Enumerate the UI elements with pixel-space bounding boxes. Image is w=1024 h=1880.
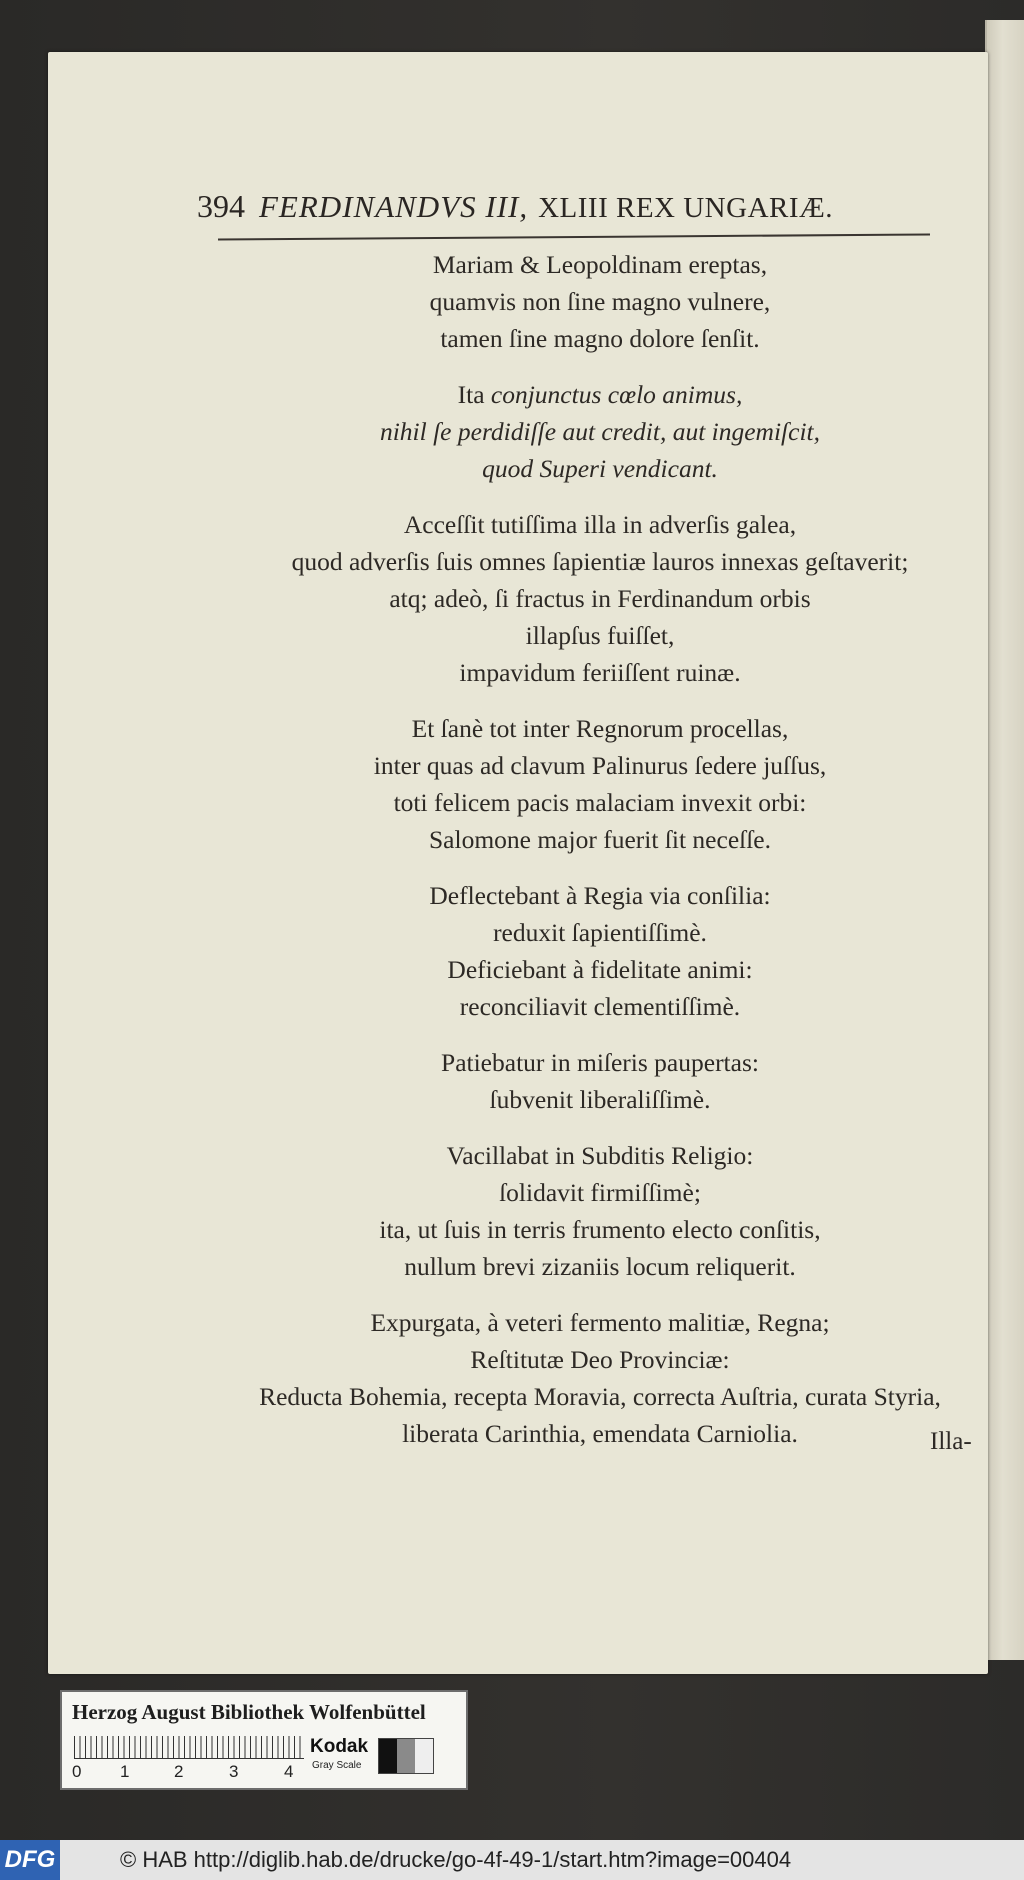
text-line — [180, 784, 1020, 821]
running-title: FERDINANDVS III, — [259, 189, 529, 224]
catchword: Illa- — [930, 1428, 972, 1455]
stanza — [180, 1044, 1020, 1118]
gray-scale-label: Gray Scale — [312, 1760, 362, 1771]
text-line — [180, 1081, 1020, 1118]
line-text: illapſus fuiſſet, — [525, 621, 675, 650]
line-text: nullum brevi zizaniis locum reliquerit. — [404, 1252, 796, 1281]
text-line — [180, 1248, 1020, 1285]
text-line — [180, 1304, 1020, 1341]
gray-patch — [397, 1739, 415, 1773]
text-line — [180, 413, 1020, 450]
line-text: nihil ſe perdidiſſe aut credit, aut ingemiſcit, — [379, 417, 821, 446]
text-line — [180, 1378, 1020, 1415]
line-text: Patiebatur in miſeris paupertas: — [441, 1048, 759, 1077]
kodak-label: Kodak — [310, 1736, 369, 1757]
color-target-card — [60, 1690, 468, 1790]
text-line — [180, 747, 1020, 784]
footer-credit: © HAB http://diglib.hab.de/drucke/go-4f-49-1/start.htm?image=00404 — [120, 1847, 792, 1872]
stanza — [180, 246, 1020, 357]
stanza — [180, 710, 1020, 858]
line-text: ſubvenit liberaliſſimè. — [489, 1085, 711, 1114]
line-text: quod Superi vendicant. — [482, 454, 718, 483]
text-line — [180, 988, 1020, 1025]
text-line — [180, 1211, 1020, 1248]
text-line — [180, 951, 1020, 988]
text-line — [180, 580, 1020, 617]
stanza — [180, 877, 1020, 1025]
ruler — [74, 1736, 304, 1759]
text-line — [180, 506, 1020, 543]
line-text: atq; adeò, ſi fractus in Ferdinandum orbis — [389, 584, 811, 613]
line-text: impavidum feriiſſent ruinæ. — [459, 658, 741, 687]
text-line — [180, 376, 1020, 413]
line-text: Deflectebant à Regia via conſilia: — [429, 881, 771, 910]
line-text: Deficiebant à fidelitate animi: — [447, 955, 753, 984]
line-text: ſolidavit firmiſſimè; — [499, 1178, 701, 1207]
page-number: 394 — [197, 188, 245, 224]
text-line — [180, 543, 1020, 580]
stanza — [180, 376, 1020, 487]
text-line — [180, 877, 1020, 914]
text-line — [180, 654, 1020, 691]
text-line — [180, 283, 1020, 320]
running-subtitle: XLIII REX UNGARIÆ. — [538, 192, 834, 224]
ruler-number: 2 — [174, 1762, 184, 1781]
text-line — [180, 320, 1020, 357]
dfg-logo[interactable]: DFG — [0, 1840, 60, 1880]
text-line — [180, 1341, 1020, 1378]
text-line — [180, 617, 1020, 654]
line-text: Salomone major fuerit ſit neceſſe. — [428, 825, 771, 854]
text-line — [180, 914, 1020, 951]
line-text: ita, ut ſuis in terris frumento electo conſitis, — [379, 1215, 821, 1244]
stanza — [180, 1304, 1020, 1452]
gray-patches — [378, 1738, 434, 1774]
line-text: Expurgata, à veteri fermento malitiæ, Regna; — [370, 1308, 830, 1337]
library-name: Herzog August Bibliothek Wolfenbüttel — [72, 1700, 426, 1724]
line-text: Vacillabat in Subditis Religio: — [446, 1141, 754, 1170]
line-text: Acceſſit tutiſſima illa in adverſis galea, — [403, 510, 797, 539]
ruler-number: 3 — [229, 1762, 239, 1781]
text-line — [180, 1137, 1020, 1174]
gray-patch — [415, 1739, 433, 1773]
line-text: reconciliavit clementiſſimè. — [459, 992, 741, 1021]
ruler-number: 4 — [284, 1762, 294, 1781]
body-text — [180, 246, 1020, 1471]
line-text: reduxit ſapientiſſimè. — [493, 918, 707, 947]
stanza — [180, 1137, 1020, 1285]
line-text: Mariam & Leopoldinam ereptas, — [432, 250, 768, 279]
line-text: toti felicem pacis malaciam invexit orbi: — [393, 788, 807, 817]
text-line — [180, 450, 1020, 487]
line-text: liberata Carinthia, emendata Carniolia. — [402, 1419, 798, 1448]
text-line — [180, 1044, 1020, 1081]
line-text: quamvis non ſine magno vulnere, — [429, 287, 771, 316]
line-text: conjunctus cœlo animus, — [490, 380, 743, 409]
line-text: Reducta Bohemia, recepta Moravia, correcta Auſtria, curata Styria, — [259, 1382, 941, 1411]
line-prefix: Ita — [457, 380, 491, 409]
line-text: tamen ſine magno dolore ſenſit. — [440, 324, 760, 353]
line-text: Et ſanè tot inter Regnorum procellas, — [411, 714, 789, 743]
text-line — [180, 246, 1020, 283]
line-text: Reſtitutæ Deo Provinciæ: — [470, 1345, 730, 1374]
line-text: quod adverſis ſuis omnes ſapientiæ lauros innexas geſtaverit; — [291, 547, 909, 576]
footer-bar — [0, 1840, 1024, 1880]
text-line — [180, 710, 1020, 747]
line-text: inter quas ad clavum Palinurus ſedere juſſus, — [373, 751, 827, 780]
text-line — [180, 821, 1020, 858]
gray-patch — [379, 1739, 397, 1773]
text-line — [180, 1415, 1020, 1452]
ruler-number: 1 — [120, 1762, 130, 1781]
text-line — [180, 1174, 1020, 1211]
ruler-number: 0 — [72, 1762, 82, 1781]
stanza — [180, 506, 1020, 691]
